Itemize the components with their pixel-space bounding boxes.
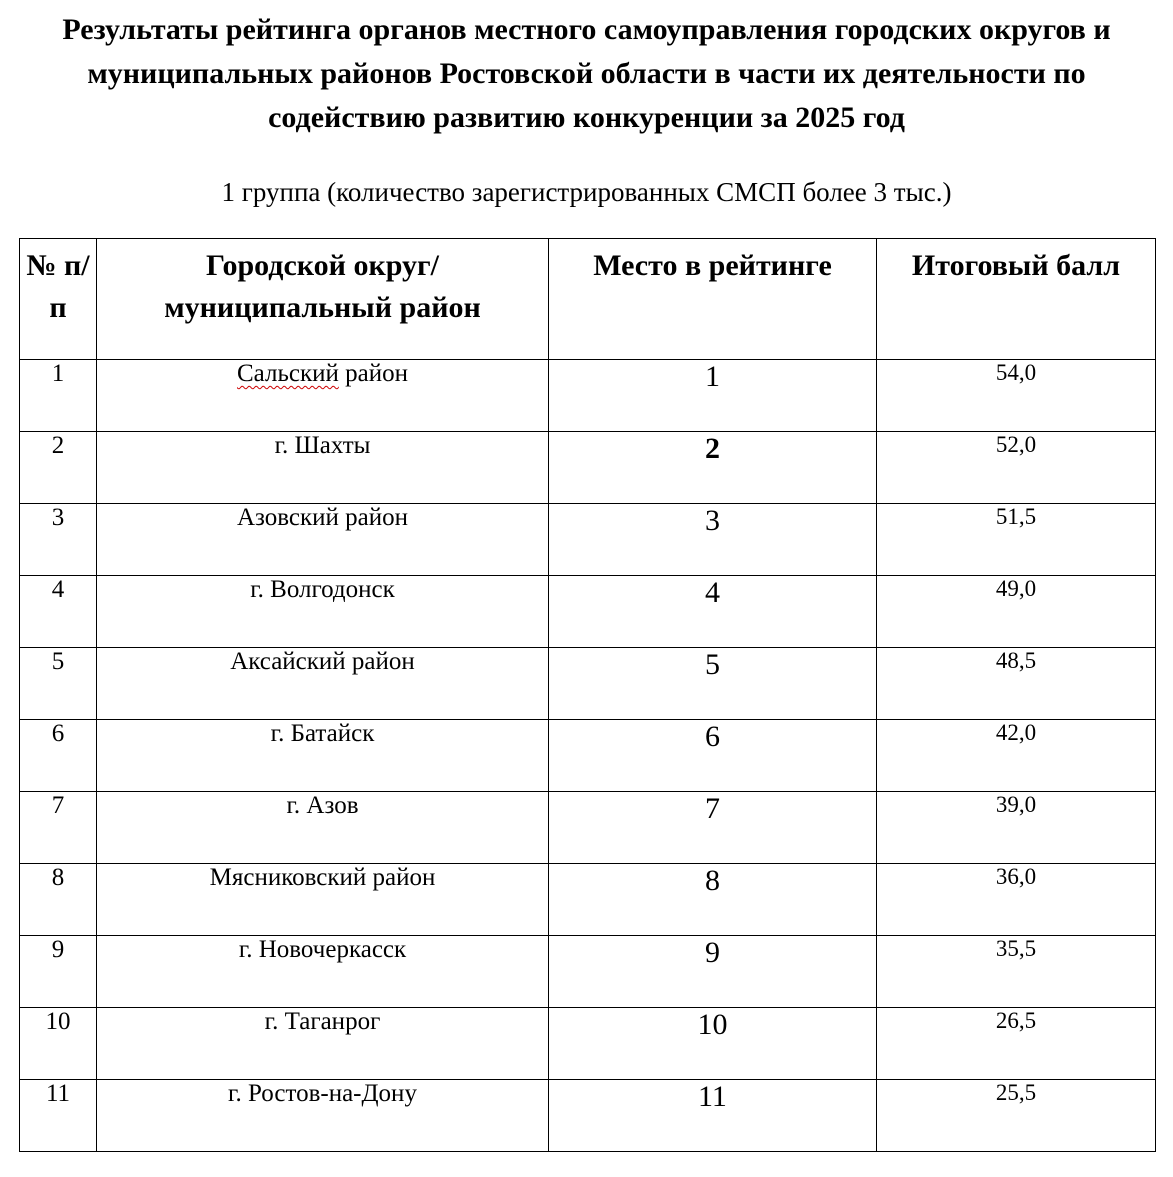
row-name: Азовский район [97, 504, 549, 576]
row-place: 7 [549, 792, 877, 864]
table-header-row [20, 239, 1156, 360]
row-num: 5 [20, 648, 97, 720]
row-num: 10 [20, 1008, 97, 1080]
row-score: 26,5 [877, 1008, 1156, 1080]
row-name: г. Таганрог [97, 1008, 549, 1080]
row-place: 5 [549, 648, 877, 720]
table-row [20, 576, 1156, 648]
row-name [97, 360, 549, 432]
table-row [20, 864, 1156, 936]
row-score: 54,0 [877, 360, 1156, 432]
table-row [20, 1080, 1156, 1152]
row-score: 49,0 [877, 576, 1156, 648]
table-row [20, 648, 1156, 720]
rating-table [19, 238, 1156, 1152]
row-score: 42,0 [877, 720, 1156, 792]
row-num: 4 [20, 576, 97, 648]
row-num: 9 [20, 936, 97, 1008]
row-name-rest: район [338, 360, 408, 387]
document-subtitle: 1 группа (количество зарегистрированных СМСП более 3 тыс.) [221, 177, 952, 207]
header-num: № п/п [20, 239, 97, 360]
table-row [20, 936, 1156, 1008]
document-title: Результаты рейтинга органов местного самоуправления городских округов и муниципальных районов Ростовской области в части их деятельности по содействию развитию конкуренции за 2025 год [62, 13, 1111, 134]
row-num: 7 [20, 792, 97, 864]
table-row [20, 1008, 1156, 1080]
row-score: 48,5 [877, 648, 1156, 720]
header-score: Итоговый балл [877, 239, 1156, 360]
row-num: 6 [20, 720, 97, 792]
row-score: 36,0 [877, 864, 1156, 936]
row-name: г. Шахты [97, 432, 549, 504]
header-name: Городской округ/ муниципальный район [97, 239, 549, 360]
row-name: г. Ростов-на-Дону [97, 1080, 549, 1152]
row-name: Мясниковский район [97, 864, 549, 936]
row-name: Аксайский район [97, 648, 549, 720]
row-name: г. Волгодонск [97, 576, 549, 648]
row-place: 1 [549, 360, 877, 432]
row-place: 4 [549, 576, 877, 648]
row-num: 3 [20, 504, 97, 576]
row-num: 1 [20, 360, 97, 432]
row-place: 9 [549, 936, 877, 1008]
row-name: г. Азов [97, 792, 549, 864]
row-name: г. Новочеркасск [97, 936, 549, 1008]
row-score: 39,0 [877, 792, 1156, 864]
table-row [20, 720, 1156, 792]
table-row [20, 360, 1156, 432]
row-place: 10 [549, 1008, 877, 1080]
row-place: 3 [549, 504, 877, 576]
header-place: Место в рейтинге [549, 239, 877, 360]
row-score: 51,5 [877, 504, 1156, 576]
table-row [20, 432, 1156, 504]
spellcheck-word: Сальский [237, 360, 339, 387]
row-place: 11 [549, 1080, 877, 1152]
row-name: г. Батайск [97, 720, 549, 792]
table-row [20, 792, 1156, 864]
row-place: 6 [549, 720, 877, 792]
table-row [20, 504, 1156, 576]
row-score: 25,5 [877, 1080, 1156, 1152]
row-num: 11 [20, 1080, 97, 1152]
row-num: 8 [20, 864, 97, 936]
row-num: 2 [20, 432, 97, 504]
row-place: 8 [549, 864, 877, 936]
row-place: 2 [549, 432, 877, 504]
row-score: 35,5 [877, 936, 1156, 1008]
row-score: 52,0 [877, 432, 1156, 504]
